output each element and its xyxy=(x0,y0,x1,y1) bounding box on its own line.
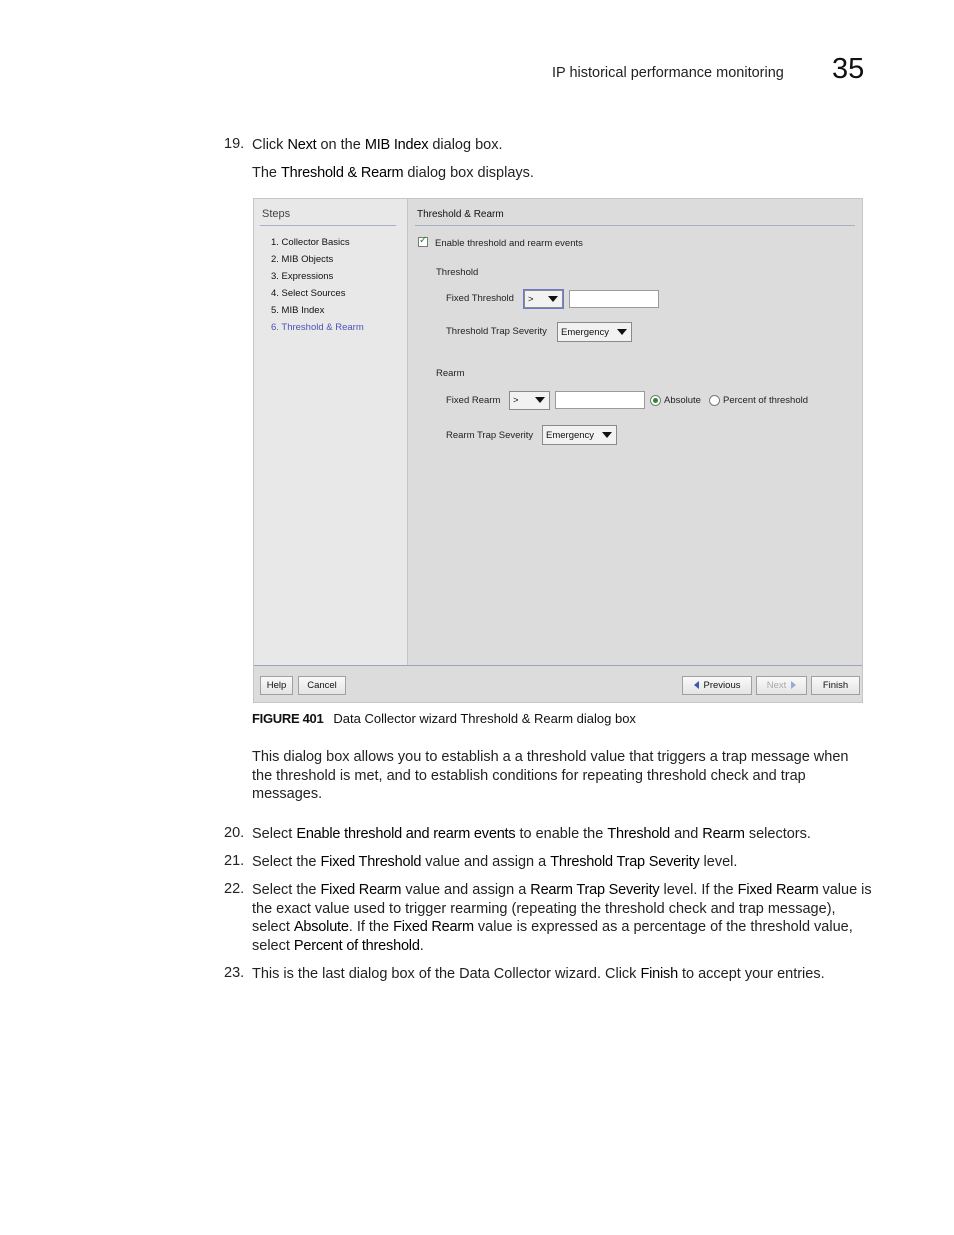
threshold-section-label: Threshold xyxy=(436,267,479,278)
percent-of-threshold-label: Percent of threshold xyxy=(723,395,809,406)
step-22-text: Select the Fixed Rearm value and assign a Rearm Trap Severity level. If the Fixed Rearm value is the exact value used to trigger rearming (repeating the threshold check and trap message), select Absolute. If the Fixed Rearm value is expressed as a percentage of the threshold value, select Percent of threshold. xyxy=(252,882,872,955)
chevron-down-icon xyxy=(535,397,545,403)
body-paragraph: This dialog box allows you to establish a a threshold value that triggers a trap message when the threshold is met, and to establish conditions for repeating threshold check and trap messages. xyxy=(252,749,849,803)
running-header-title: IP historical performance monitoring xyxy=(552,65,784,81)
arrow-left-icon xyxy=(694,681,699,689)
chevron-down-icon xyxy=(602,432,612,438)
fixed-threshold-operator-select[interactable]: > xyxy=(524,290,563,308)
arrow-right-icon xyxy=(791,681,796,689)
step-19-result: The Threshold & Rearm dialog box displays. xyxy=(252,165,534,181)
next-button[interactable]: Next xyxy=(756,676,807,695)
threshold-severity-select[interactable]: Emergency xyxy=(557,322,632,342)
finish-button[interactable]: Finish xyxy=(811,676,860,695)
step-item-collector-basics[interactable]: 1. Collector Basics xyxy=(271,237,350,248)
enable-threshold-label: Enable threshold and rearm events xyxy=(435,238,583,249)
absolute-label: Absolute xyxy=(664,395,701,406)
cancel-button[interactable]: Cancel xyxy=(298,676,346,695)
step-19-text: Click Next on the MIB Index dialog box. xyxy=(252,137,503,153)
enable-threshold-checkbox[interactable] xyxy=(418,237,428,247)
step-22-number: 22. xyxy=(224,881,245,897)
steps-panel xyxy=(254,199,408,665)
main-panel xyxy=(409,199,862,665)
steps-title: Steps xyxy=(262,208,291,220)
step-21-text: Select the Fixed Threshold value and assign a Threshold Trap Severity level. xyxy=(252,854,738,870)
step-item-mib-index[interactable]: 5. MIB Index xyxy=(271,305,325,316)
step-23-number: 23. xyxy=(224,965,245,981)
chevron-down-icon xyxy=(617,329,627,335)
rearm-severity-select[interactable]: Emergency xyxy=(542,425,617,445)
step-item-mib-objects[interactable]: 2. MIB Objects xyxy=(271,254,334,265)
step-item-select-sources[interactable]: 4. Select Sources xyxy=(271,288,346,299)
step-20-text: Select Enable threshold and rearm events to enable the Threshold and Rearm selectors. xyxy=(252,826,811,842)
rearm-severity-label: Rearm Trap Severity xyxy=(446,430,534,441)
step-19-number: 19. xyxy=(224,136,245,152)
steps-divider xyxy=(260,225,396,226)
previous-button[interactable]: Previous xyxy=(682,676,752,695)
chevron-down-icon xyxy=(548,296,558,302)
fixed-threshold-label: Fixed Threshold xyxy=(446,293,514,304)
percent-of-threshold-radio[interactable] xyxy=(709,395,720,406)
fixed-rearm-input[interactable] xyxy=(555,391,645,409)
threshold-severity-label: Threshold Trap Severity xyxy=(446,326,547,337)
step-21-number: 21. xyxy=(224,853,245,869)
fixed-threshold-input[interactable] xyxy=(569,290,659,308)
button-bar-divider xyxy=(254,665,862,666)
step-item-threshold-rearm[interactable]: 6. Threshold & Rearm xyxy=(271,322,364,333)
step-20-number: 20. xyxy=(224,825,245,841)
help-button[interactable]: Help xyxy=(260,676,293,695)
fixed-rearm-label: Fixed Rearm xyxy=(446,395,501,406)
figure-caption: FIGURE 401 Data Collector wizard Threshold & Rearm dialog box xyxy=(252,711,636,726)
absolute-radio[interactable] xyxy=(650,395,661,406)
fixed-rearm-operator-select[interactable]: > xyxy=(509,391,550,410)
threshold-rearm-dialog xyxy=(253,198,863,703)
step-23-text: This is the last dialog box of the Data Collector wizard. Click Finish to accept your entries. xyxy=(252,966,825,982)
step-item-expressions[interactable]: 3. Expressions xyxy=(271,271,334,282)
rearm-section-label: Rearm xyxy=(436,368,465,379)
chapter-number: 35 xyxy=(832,53,865,85)
panel-title: Threshold & Rearm xyxy=(417,209,504,220)
panel-divider xyxy=(415,225,855,226)
